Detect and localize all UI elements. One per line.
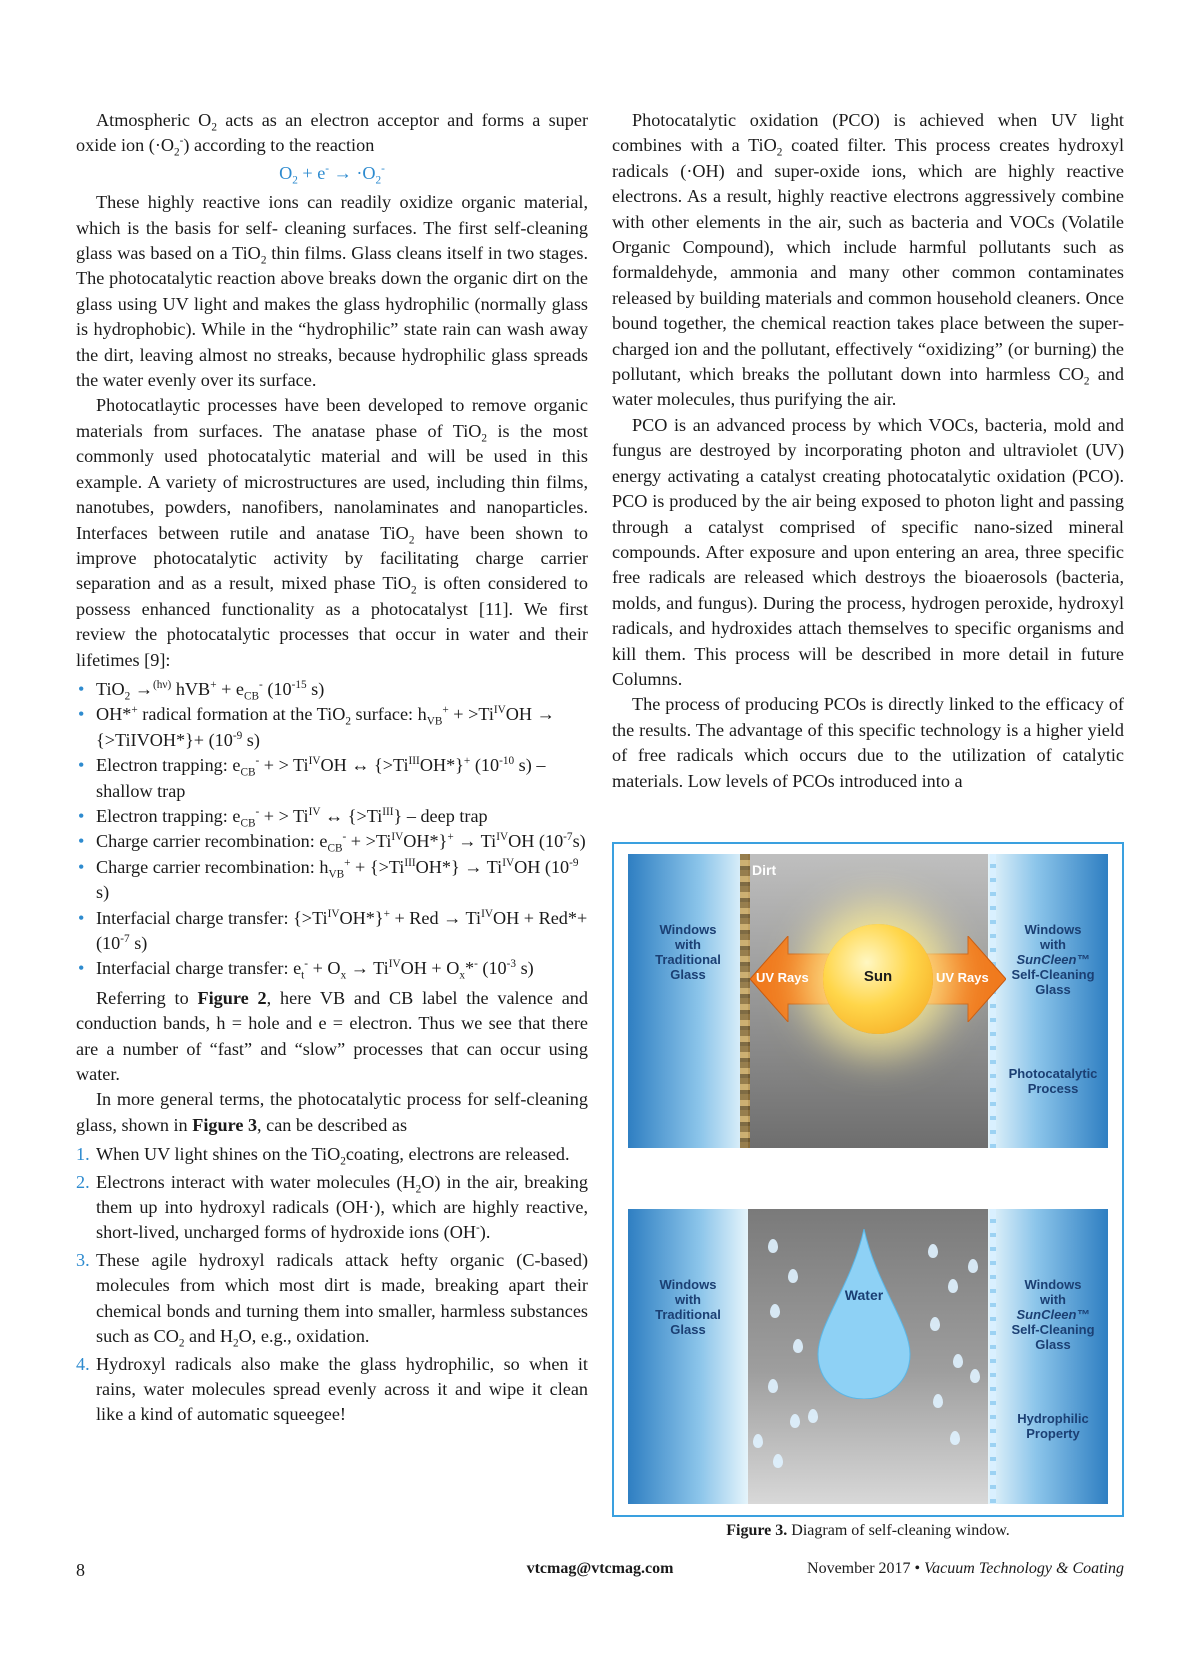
water-drop-icon <box>773 1454 783 1468</box>
paragraph: Photocatalytic oxidation (PCO) is achieved when UV light combines with a TiO$_2$ coated filter. This process creates hydroxyl radicals (·OH) and super-oxide ions, which are highly reactive electrons. As a result, highly reactive electrons aggressively combine with other elements in the air, such as bacteria and VOCs (Volatile Organic Compound), which include harmful pollutants such as formaldehyde, ammonia and many other common contaminates released by building materials and common household cleaners. Once bound together, the chemical reaction takes place between the super-charged ion and the pollutant, effectively “oxidizing” (or burning) the pollutant, which breaks the pollutant down into harmless $CO_2$ and water molecules, thus purifying the air. <box>612 110 1124 410</box>
water-drop-icon <box>933 1394 943 1408</box>
water-label: Water <box>844 1287 884 1303</box>
paragraph: Atmospheric $O_2$ acts as an electron acceptor and forms a super oxide ion $(\cdot O_2^-)$ according to the reaction <box>76 110 588 160</box>
list-item: • Electron trapping: $e_{CB}^-$ + > $Ti^{IV}$ ↔ $\{>Ti^{III}\}$ – deep trap <box>76 804 588 829</box>
water-drop-icon <box>948 1279 958 1293</box>
footer-issue: November 2017 • Vacuum Technology & Coating <box>807 1560 1124 1577</box>
traditional-glass <box>628 1209 748 1504</box>
left-column <box>76 108 588 1430</box>
list-item: 4. Hydroxyl radicals also make the glass hydrophilic, so when it rains, water molecules spread evenly across it and wipe it clean like a kind of automatic squeegee! <box>76 1353 588 1425</box>
reaction-list <box>76 677 588 982</box>
water-drop-icon <box>770 1304 780 1318</box>
list-item: 2. Electrons interact with water molecules $(H_2O)$ in the air, breaking them up into hydroxyl radicals (OH·), which are highly reactive, short-lived, uncharged forms of hydroxide ions (OH-). <box>76 1171 588 1243</box>
equation: $O_2 + e^- \to \cdot O_2^-$ <box>279 162 385 187</box>
water-drop-icon <box>950 1431 960 1445</box>
traditional-glass-label: Windows with Traditional Glass <box>655 1277 721 1337</box>
list-item: • OH*+ radical formation at the TiO$_2$ surface: $h_{VB}^+ + >Ti^{IV}OH$ → {>TiIVOH*}+ ($10^{-9}$ s) <box>76 702 588 753</box>
suncleen-glass <box>988 854 1108 1148</box>
right-column <box>612 108 1124 794</box>
footer-email: vtcmag@vtcmag.com <box>526 1560 674 1577</box>
figure-reference: Figure 2 <box>197 987 267 1008</box>
list-item: • TiO$_2$ →$^{(h\nu)}$ $hVB^+ + e_{CB}^-$ ($10^{-15}$ s) <box>76 677 588 702</box>
traditional-glass <box>628 854 748 1148</box>
suncleen-glass-label: Windows with SunCleen™ Self-Cleaning Glass <box>1011 1277 1095 1352</box>
sun-label: Sun <box>863 968 893 985</box>
water-film <box>990 1209 996 1504</box>
suncleen-glass <box>988 1209 1108 1504</box>
paragraph: The process of producing PCOs is directly linked to the efficacy of the results. The advantage of this specific technology is a higher yield of free radicals which occurs due to the utilization of catalytic materials. Low levels of PCOs introduced into a <box>612 694 1124 791</box>
figure-caption: Figure 3. Diagram of self-cleaning window. <box>726 1522 1010 1539</box>
list-item: • Interfacial charge transfer: $\{>Ti^{IV}OH*\}^+$ + Red → $Ti^{IV}OH + Red*+ (10^{-7}$ s) <box>76 906 588 957</box>
water-drop-icon <box>970 1369 980 1383</box>
list-item: • Charge carrier recombination: $e_{CB}^- + >Ti^{IV}OH*\}^+ \to Ti^{IV}OH$ $(10^{-7}s)$ <box>76 829 588 854</box>
figure-3 <box>612 842 1124 1517</box>
list-item: 1. When UV light shines on the TiO$_2$coating, electrons are released. <box>76 1144 570 1168</box>
paragraph: PCO is an advanced process by which VOCs, bacteria, mold and fungus are destroyed by incorporating photon and ultraviolet (UV) energy activating a catalyst creating photocatalytic oxidation (PCO). PCO is produced by the air being exposed to photon light and passing through a catalyst comprised of specific nano-sized mineral compounds. After exposure and upon entering an area, three specific free radicals are released which destroys the bioaerosols (bacteria, molds, and fungus). During the process, hydrogen peroxide, hydroxyl radicals, and hydroxides attach themselves to specific organisms and kill them. This process will be described in more detail in future Columns. <box>612 414 1124 689</box>
paragraph: In more general terms, the photocatalytic process for self-cleaning glass, shown in Figure 3, can be described as <box>76 1089 588 1135</box>
list-item: • Electron trapping: $e_{CB}^-$ + > $Ti^{IV}OH$ ↔ $\{>Ti^{III}OH*\}^+$ ($10^{-10}$ s) – shallow trap <box>76 753 588 804</box>
water-drop-icon <box>930 1317 940 1331</box>
page-footer <box>76 1560 1124 1584</box>
dirt-label: Dirt <box>752 862 777 878</box>
process-steps <box>76 1142 588 1427</box>
water-drop-icon <box>928 1244 938 1258</box>
page-number: 8 <box>76 1560 85 1580</box>
list-item: 3. These agile hydroxyl radicals attack hefty organic (C-based) molecules from which most dirt is made, breaking apart their chemical bonds and turning them into smaller, harmless substances such as $CO_2$ and $H_2O$, e.g., oxidation. <box>76 1249 588 1350</box>
hydrophilic-label: Hydrophilic Property <box>1017 1411 1089 1441</box>
paragraph: Photocatlaytic processes have been developed to remove organic materials from surfaces. The anatase phase of TiO$_2$ is the most commonly used photocatalytic material and will be used in this example. A variety of microstructures are used, including thin films, nanotubes, powders, nanofibers, nanolaminates and nanoparticles. Interfaces between rutile and anatase TiO$_2$ have been shown to improve photocatalytic activity by facilitating charge carrier separation and as a result, mixed phase TiO$_2$ is often considered to possess enhanced functionality as a photocatalyst [11]. We first review the photocatalytic processes that occur in water and their lifetimes [9]: <box>76 395 588 670</box>
water-drop-icon <box>953 1354 963 1368</box>
suncleen-glass-label: Windows with SunCleen™ Self-Cleaning Glass <box>1011 922 1095 997</box>
water-drop-icon <box>753 1434 763 1448</box>
water-drop-icon <box>808 1409 818 1423</box>
uv-rays-label: UV Rays <box>936 970 989 985</box>
dirt-layer <box>740 854 750 1148</box>
water-panel <box>628 1209 1108 1504</box>
figure-reference: Figure 3 <box>192 1114 258 1135</box>
traditional-glass-label: Windows with Traditional Glass <box>655 922 721 982</box>
water-drop-icon <box>793 1339 803 1353</box>
water-drop-icon <box>968 1259 978 1273</box>
water-drop-icon <box>768 1379 778 1393</box>
water-drop-icon <box>790 1414 800 1428</box>
dirt-panel <box>628 854 1108 1148</box>
list-item: • Charge carrier recombination: $h_{VB}^+ + \{>Ti^{III}OH*\} \to Ti^{IV}OH$ ($10^{-9}$ s) <box>76 855 588 906</box>
uv-rays-label: UV Rays <box>756 970 809 985</box>
paragraph: Referring to Figure 2, here VB and CB label the valence and conduction bands, h = hole and e = electron. Thus we see that there are a number of “fast” and “slow” processes that can occur using water. <box>76 987 588 1085</box>
paragraph: These highly reactive ions can readily oxidize organic material, which is the basis for self- cleaning surfaces. The first self-cleaning glass was based on a TiO$_2$ thin films. Glass cleans itself in two stages. The photocatalytic reaction above breaks down the organic dirt on the glass using UV light and makes the glass hydrophilic (normally glass is hydrophobic). While in the “hydrophilic” state rain can wash away the dirt, leaving almost no streaks, because hydrophilic glass spreads the water evenly over its surface. <box>76 192 588 391</box>
photocatalytic-label: Photocatalytic Process <box>1008 1066 1098 1096</box>
list-item: • Interfacial charge transfer: $e_t^- + O_x \to Ti^{IV}OH + O_x*^-$ ($10^{-3}$ s) <box>76 956 588 981</box>
water-drop-icon <box>788 1269 798 1283</box>
water-drop-icon <box>816 1229 912 1399</box>
water-drop-icon <box>768 1239 778 1253</box>
